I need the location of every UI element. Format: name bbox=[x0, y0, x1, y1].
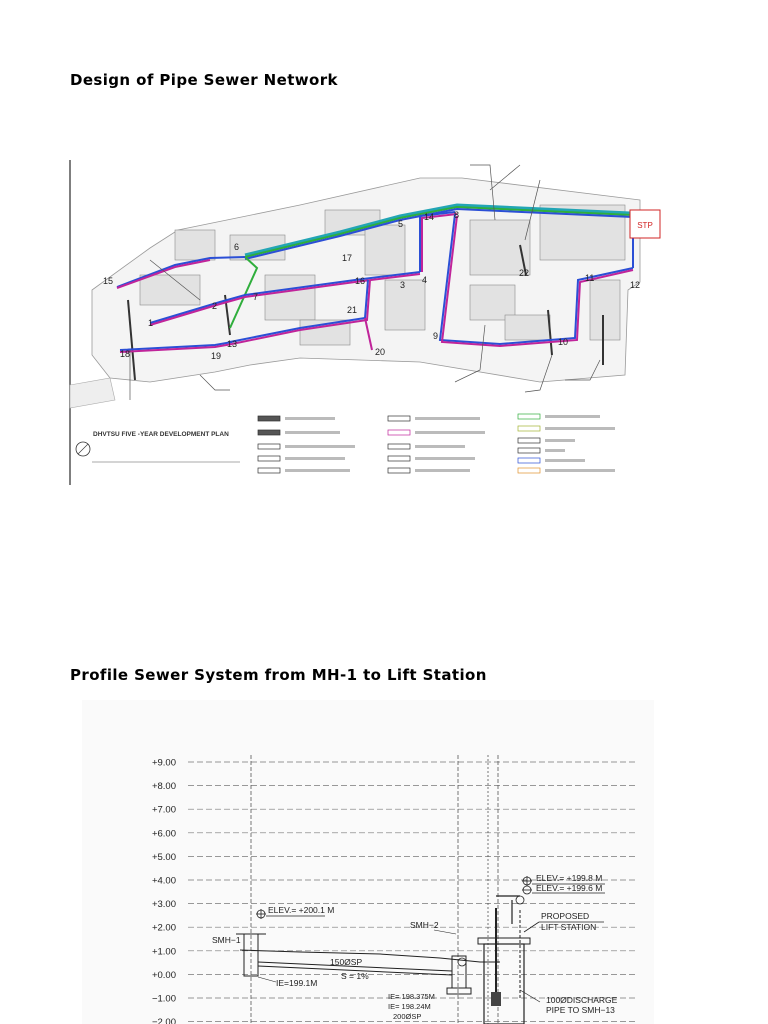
manhole-label: 15 bbox=[103, 276, 114, 286]
manhole-label: 21 bbox=[347, 305, 358, 315]
y-tick-label: +2.00 bbox=[151, 922, 176, 934]
manhole-label: 4 bbox=[422, 275, 428, 285]
elev-top1: ELEV.= +199.8 M bbox=[536, 873, 603, 883]
section-title-network: Design of Pipe Sewer Network bbox=[70, 71, 338, 89]
y-tick-label: +8.00 bbox=[151, 781, 176, 792]
manhole-label: 3 bbox=[400, 280, 406, 290]
y-tick-label: +1.00 bbox=[151, 946, 176, 958]
manhole-label: 18 bbox=[120, 349, 131, 359]
discharge-label-1: 100ØDISCHARGE bbox=[546, 995, 618, 1005]
pipe-200: 200ØSP bbox=[393, 1012, 422, 1021]
ie-b: IE= 198.24M bbox=[388, 1002, 431, 1011]
manhole-label: 14 bbox=[424, 212, 435, 222]
legend bbox=[258, 414, 615, 473]
manhole-label: 20 bbox=[375, 347, 386, 357]
ie-smh1: IE=199.1M bbox=[276, 978, 318, 988]
y-tick-label: −2.00 bbox=[151, 1017, 176, 1024]
plan-title: DHVTSU FIVE -YEAR DEVELOPMENT PLAN bbox=[93, 431, 229, 438]
manhole-label: 6 bbox=[234, 242, 240, 252]
elev-top2: ELEV.= +199.6 M bbox=[536, 883, 603, 893]
manhole-label: 22 bbox=[519, 268, 530, 278]
site-road bbox=[70, 378, 115, 408]
manhole-label: 7 bbox=[253, 292, 259, 302]
sewer-network-plan bbox=[0, 150, 768, 490]
manhole-label: 5 bbox=[398, 219, 404, 229]
manhole-label: 8 bbox=[454, 210, 460, 220]
sewer-profile-drawing bbox=[0, 700, 768, 1024]
y-tick-label: +6.00 bbox=[151, 828, 176, 840]
manhole-label: 13 bbox=[227, 339, 238, 349]
title-block bbox=[76, 431, 240, 462]
y-tick-label: +3.00 bbox=[151, 899, 176, 911]
manhole-label: 17 bbox=[342, 253, 353, 263]
manhole-label: 1 bbox=[148, 318, 154, 328]
manhole-label: 2 bbox=[212, 301, 218, 311]
pipe-slope: S = 1% bbox=[341, 971, 369, 981]
stp-label: STP bbox=[637, 221, 653, 230]
section-title-profile: Profile Sewer System from MH-1 to Lift Station bbox=[70, 666, 487, 684]
proposed-label: PROPOSED bbox=[541, 911, 590, 921]
manhole-label: 10 bbox=[558, 337, 569, 347]
manhole-label: 9 bbox=[433, 331, 439, 341]
elev-smh1: ELEV.= +200.1 M bbox=[268, 905, 335, 915]
manhole-label: 11 bbox=[585, 273, 595, 283]
smh1-label: SMH−1 bbox=[212, 935, 241, 945]
y-tick-label: +4.00 bbox=[151, 875, 176, 887]
y-tick-label: +7.00 bbox=[151, 804, 176, 816]
ie-a: IE= 198.375M bbox=[388, 992, 435, 1001]
y-tick-label: −1.00 bbox=[151, 993, 176, 1005]
manhole-label: 16 bbox=[355, 276, 366, 286]
pipe-size: 150ØSP bbox=[330, 957, 363, 967]
lift-station-label: LIFT STATION bbox=[541, 922, 597, 932]
y-tick-label: +9.00 bbox=[151, 757, 176, 769]
y-tick-label: +5.00 bbox=[151, 851, 176, 863]
y-tick-label: +0.00 bbox=[151, 969, 176, 981]
manhole-label: 19 bbox=[211, 351, 222, 361]
manhole-label: 12 bbox=[630, 280, 641, 290]
smh2-label: SMH−2 bbox=[410, 920, 439, 930]
discharge-label-2: PIPE TO SMH−13 bbox=[546, 1005, 615, 1015]
